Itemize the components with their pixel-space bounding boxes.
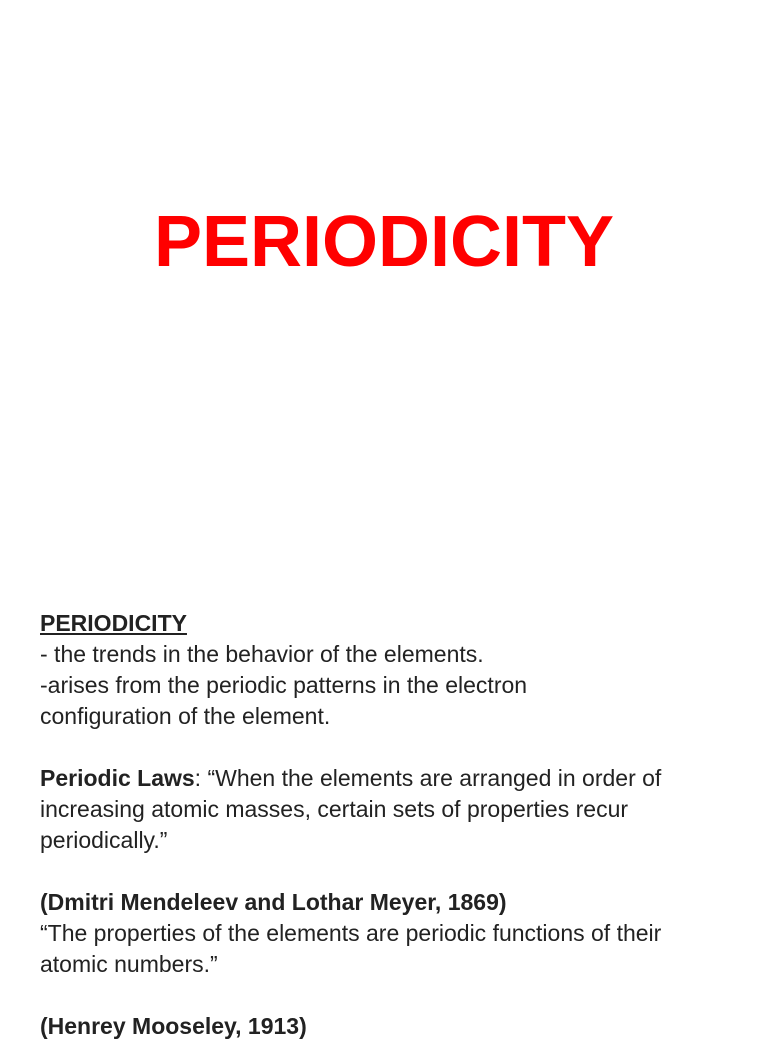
spacer [40, 732, 740, 763]
definition-line-3: configuration of the element. [40, 703, 331, 729]
definition-line-1: - the trends in the behavior of the elements. [40, 641, 484, 667]
definition-line-2: -arises from the periodic patterns in the electron [40, 672, 528, 698]
periodic-laws-lead: : “When the elements are arranged in order of [194, 765, 662, 791]
quote-line-2: atomic numbers.” [40, 951, 218, 977]
attribution-moseley: (Henrey Mooseley, 1913) [40, 1013, 307, 1039]
periodic-laws-line-2: increasing atomic masses, certain sets of properties recur [40, 796, 629, 822]
quote-line-1: “The properties of the elements are periodic functions of their [40, 920, 662, 946]
page-title: PERIODICITY [153, 202, 615, 282]
section-heading: PERIODICITY [40, 610, 187, 636]
content-block [40, 608, 740, 1042]
attribution-mendeleev: (Dmitri Mendeleev and Lothar Meyer, 1869) [40, 889, 507, 915]
spacer [40, 856, 740, 887]
periodic-laws-line-1 [40, 763, 740, 794]
periodic-laws-term: Periodic Laws [40, 765, 195, 791]
spacer [40, 980, 740, 1011]
periodic-laws-line-3: periodically.” [40, 827, 168, 853]
